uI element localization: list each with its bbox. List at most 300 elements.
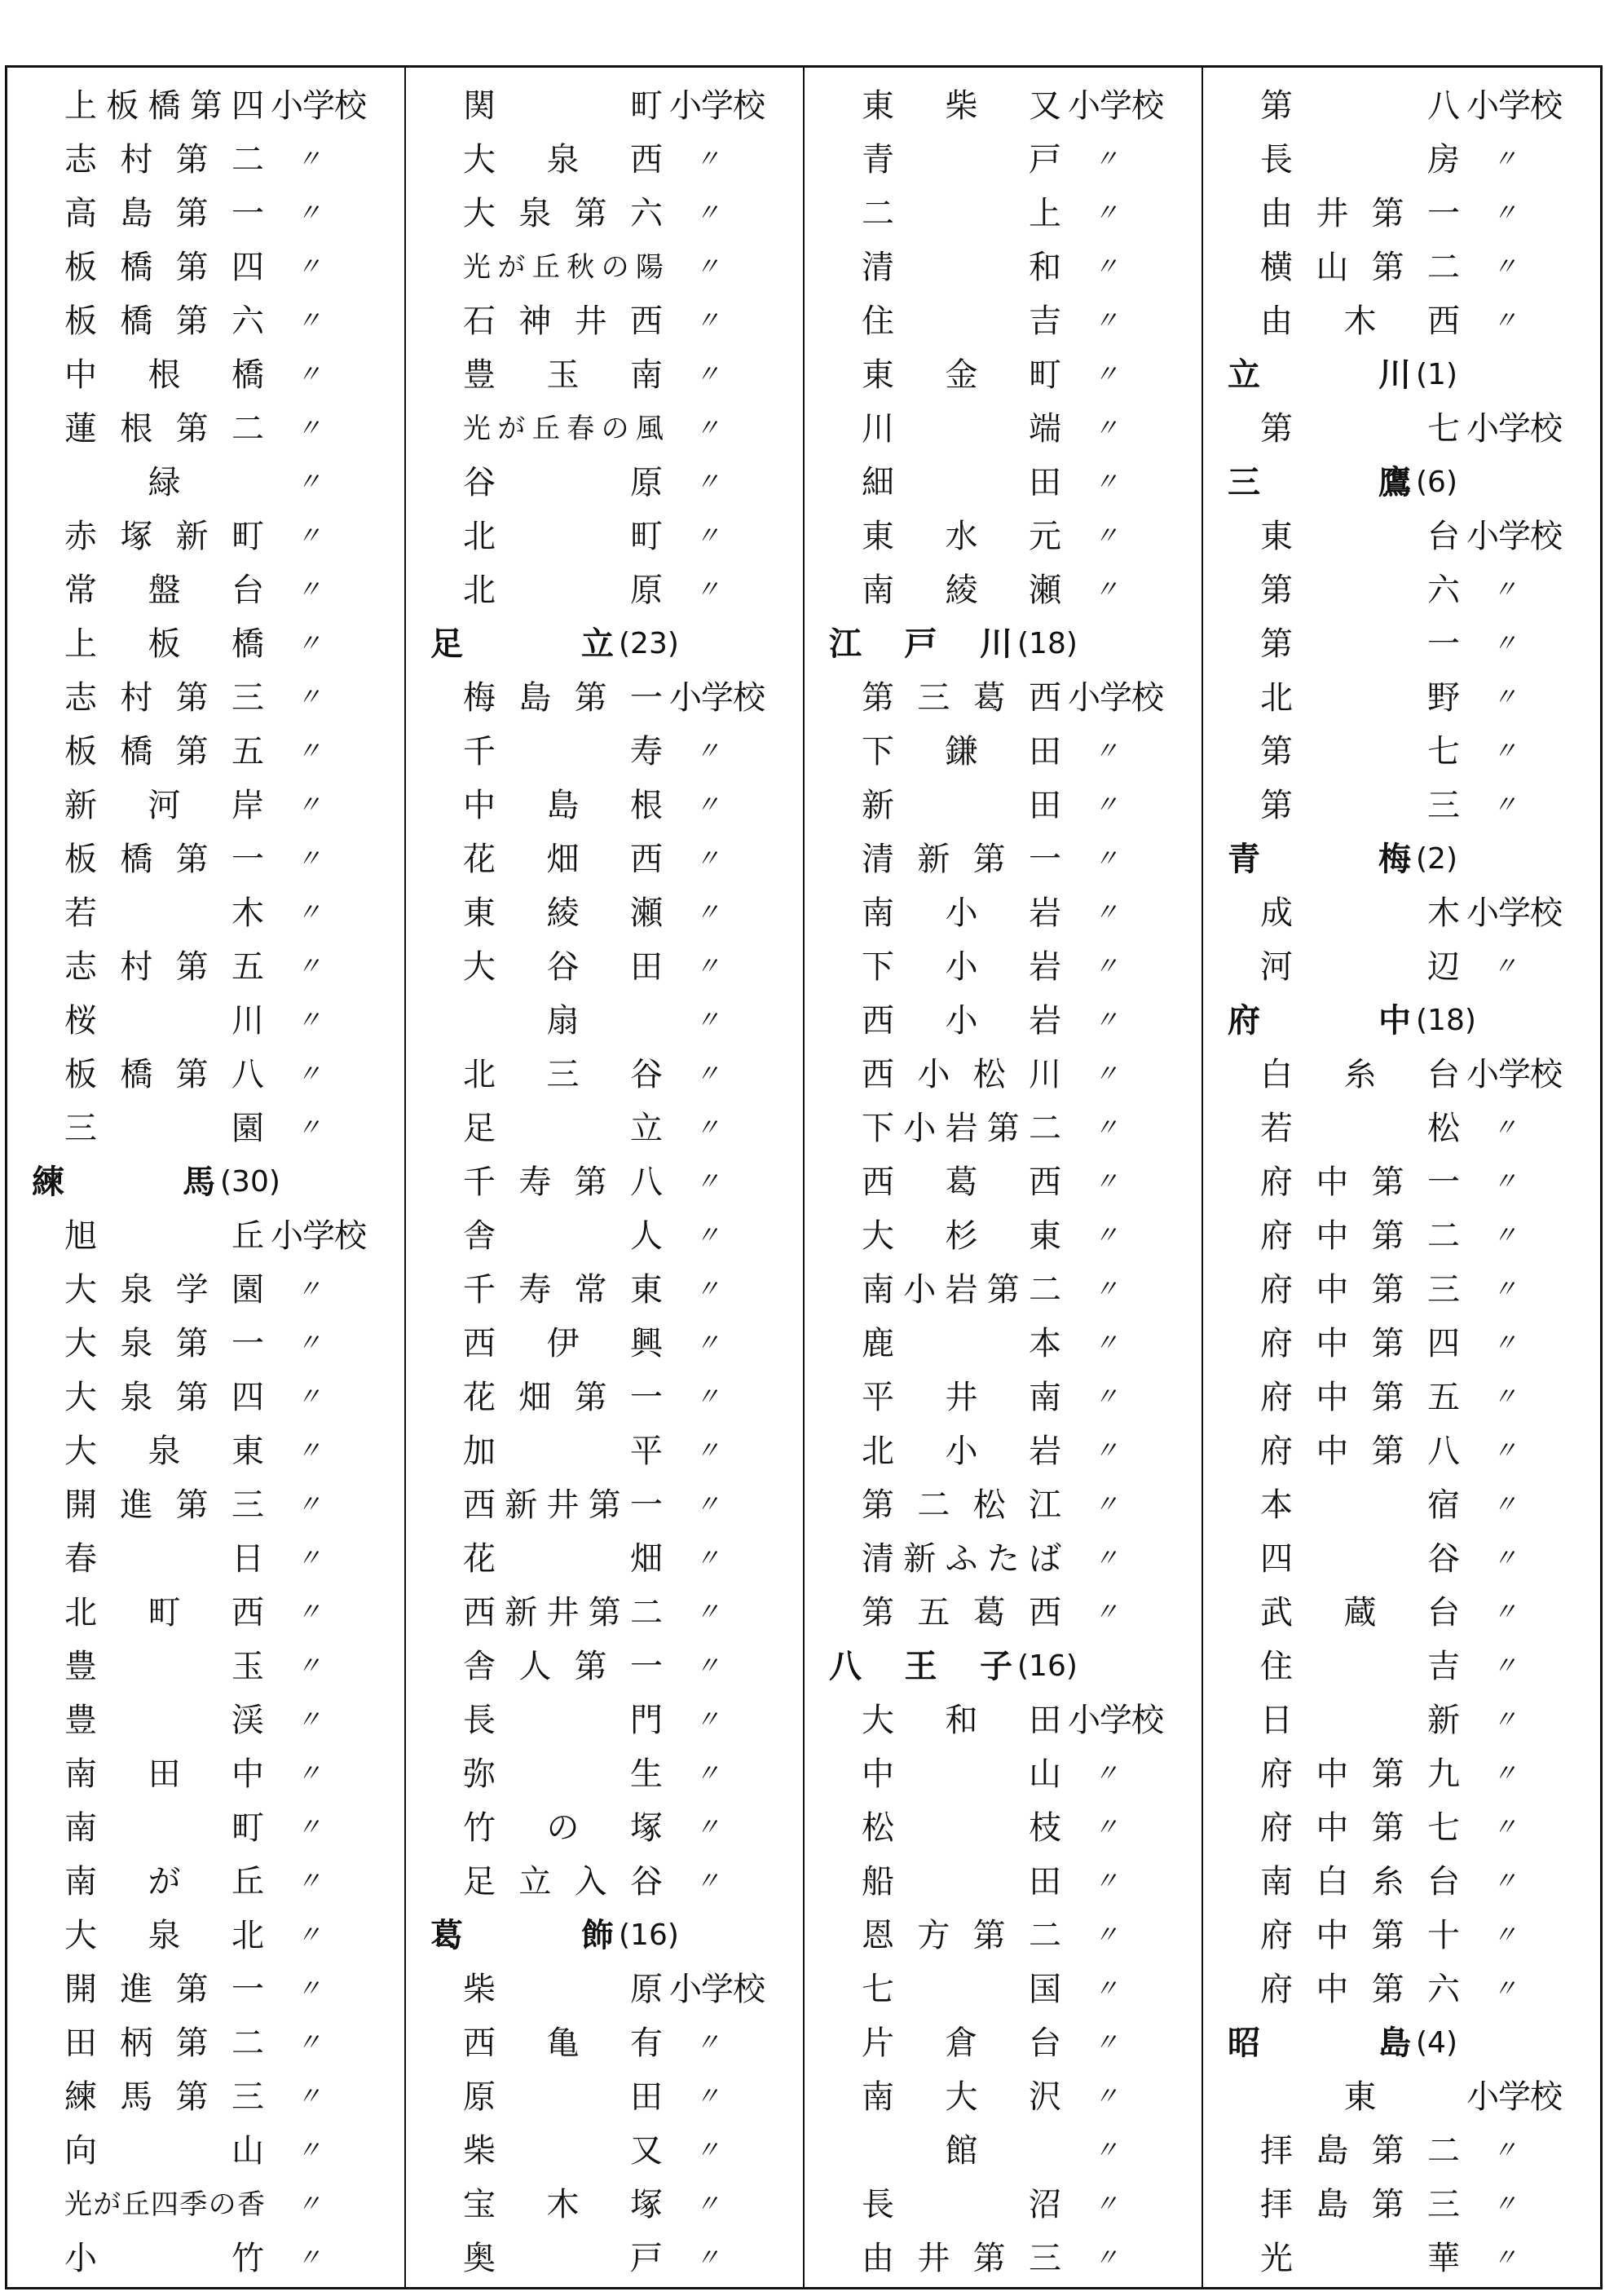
school-name: 第八 <box>1260 87 1460 125</box>
ditto-mark: 〃 <box>297 360 321 389</box>
school-name: 第五葛西 <box>862 1594 1061 1631</box>
ditto-mark: 〃 <box>1094 2244 1118 2272</box>
school-row <box>1203 1209 1600 1263</box>
district-count: (4) <box>1416 2026 1457 2060</box>
ditto-mark: 〃 <box>695 737 720 766</box>
school-row <box>7 725 404 779</box>
school-name: 南田中 <box>64 1755 264 1793</box>
school-row <box>805 1102 1202 1155</box>
school-row <box>7 2070 404 2124</box>
school-row <box>1203 1102 1600 1155</box>
school-row <box>7 402 404 456</box>
ditto-mark: 〃 <box>695 2136 720 2165</box>
school-row <box>406 1640 803 1693</box>
school-name: 大泉西 <box>463 141 663 179</box>
ditto-mark: 〃 <box>1493 199 1517 227</box>
ditto-mark: 〃 <box>695 522 720 550</box>
school-row <box>7 133 404 187</box>
district-header <box>1203 456 1600 510</box>
school-name: 志村第二 <box>64 141 264 179</box>
school-row <box>805 1855 1202 1909</box>
school-row <box>805 1371 1202 1424</box>
school-row <box>805 2124 1202 2178</box>
school-name: 谷原 <box>463 464 663 501</box>
school-row <box>805 1586 1202 1640</box>
school-name: 千寿 <box>463 733 663 770</box>
school-row <box>406 886 803 940</box>
school-row <box>7 1263 404 1317</box>
district-header <box>7 1155 404 1209</box>
school-row <box>406 1102 803 1155</box>
school-row <box>1203 779 1600 832</box>
school-row <box>7 1693 404 1747</box>
school-row <box>406 1155 803 1209</box>
school-name: 平井南 <box>862 1379 1061 1416</box>
school-name: 下小岩 <box>862 948 1061 986</box>
ditto-mark: 〃 <box>1094 360 1118 389</box>
school-name: 恩方第二 <box>862 1917 1061 1954</box>
school-name: 若松 <box>1260 1110 1460 1147</box>
school-name: 東水元 <box>862 518 1061 555</box>
school-name: 船田 <box>862 1863 1061 1901</box>
ditto-mark: 〃 <box>297 1437 321 1465</box>
ditto-mark: 〃 <box>1094 253 1118 281</box>
school-name: 上板橋第四 <box>64 87 264 125</box>
school-name: 大泉第一 <box>64 1325 264 1362</box>
school-row <box>1203 2070 1600 2124</box>
ditto-mark: 〃 <box>1094 1867 1118 1896</box>
school-name: 下小岩第二 <box>862 1110 1061 1147</box>
school-row <box>7 1963 404 2016</box>
column-4 <box>1203 68 1600 2287</box>
school-name: 白糸台 <box>1260 1056 1460 1093</box>
ditto-mark: 〃 <box>297 1544 321 1573</box>
school-row <box>406 1371 803 1424</box>
school-row <box>1203 563 1600 617</box>
ditto-mark: 〃 <box>1094 1760 1118 1788</box>
school-name: 東台 <box>1260 518 1460 555</box>
school-row <box>406 940 803 994</box>
ditto-mark: 〃 <box>1094 576 1118 604</box>
ditto-mark: 〃 <box>695 899 720 927</box>
ditto-mark: 〃 <box>695 1706 720 1734</box>
ditto-mark: 〃 <box>1094 2082 1118 2111</box>
school-row <box>406 402 803 456</box>
ditto-mark: 〃 <box>297 1706 321 1734</box>
school-name: 青戸 <box>862 141 1061 179</box>
school-name: 関町 <box>463 87 663 125</box>
school-name: 住吉 <box>862 302 1061 340</box>
school-name: 府中第六 <box>1260 1971 1460 2008</box>
ditto-mark: 〃 <box>1493 1975 1517 2003</box>
school-name: 南が丘 <box>64 1863 264 1901</box>
ditto-mark: 〃 <box>695 360 720 389</box>
ditto-mark: 〃 <box>1493 145 1517 174</box>
school-row <box>406 1478 803 1532</box>
school-row <box>406 2178 803 2232</box>
school-name: 館 <box>945 2132 978 2170</box>
ditto-mark: 〃 <box>695 1168 720 1196</box>
school-name: 府中第二 <box>1260 1217 1460 1255</box>
school-name: 清和 <box>862 249 1061 286</box>
ditto-mark: 〃 <box>695 1544 720 1573</box>
ditto-mark: 〃 <box>1493 1437 1517 1465</box>
school-row <box>7 2124 404 2178</box>
school-suffix: 小学校 <box>1068 87 1163 125</box>
ditto-mark: 〃 <box>695 2029 720 2057</box>
ditto-mark: 〃 <box>695 791 720 819</box>
ditto-mark: 〃 <box>297 845 321 873</box>
ditto-mark: 〃 <box>695 199 720 227</box>
school-name: 大泉東 <box>64 1433 264 1470</box>
school-name: 住吉 <box>1260 1648 1460 1685</box>
school-row <box>805 510 1202 563</box>
school-suffix: 小学校 <box>669 87 765 125</box>
school-name: 由木西 <box>1260 302 1460 340</box>
ditto-mark: 〃 <box>297 2244 321 2272</box>
school-name: 二上 <box>862 195 1061 232</box>
school-row <box>805 241 1202 294</box>
school-row <box>805 1263 1202 1317</box>
school-row <box>805 2016 1202 2070</box>
school-name: 由井第一 <box>1260 195 1460 232</box>
school-row <box>805 1209 1202 1263</box>
district-count: (1) <box>1416 358 1457 391</box>
ditto-mark: 〃 <box>1493 791 1517 819</box>
school-row <box>406 1747 803 1801</box>
school-name: 大泉学園 <box>64 1271 264 1309</box>
school-name: 府中第七 <box>1260 1809 1460 1847</box>
ditto-mark: 〃 <box>695 1760 720 1788</box>
district-name: 葛飾 <box>430 1917 614 1954</box>
school-suffix: 小学校 <box>271 1217 366 1255</box>
school-row <box>406 510 803 563</box>
school-name: 開進第三 <box>64 1486 264 1524</box>
school-name: 赤塚新町 <box>64 518 264 555</box>
school-name: 中根橋 <box>64 356 264 394</box>
school-name: 本宿 <box>1260 1486 1460 1524</box>
school-name: 南白糸台 <box>1260 1863 1460 1901</box>
ditto-mark: 〃 <box>695 1329 720 1358</box>
school-row <box>805 886 1202 940</box>
district-header <box>1203 832 1600 886</box>
ditto-mark: 〃 <box>1094 2029 1118 2057</box>
school-row <box>7 1640 404 1693</box>
ditto-mark: 〃 <box>695 1490 720 1519</box>
column-1 <box>7 68 406 2287</box>
district-header <box>406 617 803 671</box>
ditto-mark: 〃 <box>1094 414 1118 443</box>
school-row <box>406 133 803 187</box>
school-name: 旭丘 <box>64 1217 264 1255</box>
school-row <box>805 779 1202 832</box>
school-name: 小竹 <box>64 2240 264 2277</box>
school-name: 長房 <box>1260 141 1460 179</box>
school-name: 川端 <box>862 410 1061 448</box>
district-header <box>1203 994 1600 1048</box>
district-name: 足立 <box>430 625 614 663</box>
school-name: 光が丘四季の香 <box>64 2188 264 2221</box>
ditto-mark: 〃 <box>297 1060 321 1088</box>
school-row <box>406 779 803 832</box>
school-row <box>7 1586 404 1640</box>
ditto-mark: 〃 <box>695 1383 720 1411</box>
school-row <box>7 779 404 832</box>
ditto-mark: 〃 <box>297 952 321 981</box>
school-row <box>1203 1640 1600 1693</box>
ditto-mark: 〃 <box>297 1114 321 1142</box>
school-row <box>7 294 404 348</box>
school-row <box>1203 1155 1600 1209</box>
ditto-mark: 〃 <box>695 414 720 443</box>
school-name: 大泉第六 <box>463 195 663 232</box>
school-name: 舎人 <box>463 1217 663 1255</box>
ditto-mark: 〃 <box>695 1114 720 1142</box>
district-count: (18) <box>1416 1004 1476 1037</box>
school-row <box>805 1532 1202 1586</box>
school-name: 松枝 <box>862 1809 1061 1847</box>
ditto-mark: 〃 <box>1493 1867 1517 1896</box>
school-name: 長沼 <box>862 2186 1061 2223</box>
school-name: 光華 <box>1260 2240 1460 2277</box>
school-suffix: 小学校 <box>1466 518 1562 555</box>
ditto-mark: 〃 <box>695 1275 720 1304</box>
ditto-mark: 〃 <box>297 2029 321 2057</box>
school-name: 横山第二 <box>1260 249 1460 286</box>
ditto-mark: 〃 <box>297 1652 321 1680</box>
school-row <box>406 1963 803 2016</box>
ditto-mark: 〃 <box>1094 1275 1118 1304</box>
school-name: 豊玉 <box>64 1648 264 1685</box>
school-row <box>406 1048 803 1102</box>
school-row <box>1203 2232 1600 2285</box>
school-name: 西葛西 <box>862 1163 1061 1201</box>
school-row <box>7 1747 404 1801</box>
school-name: 上板橋 <box>64 625 264 663</box>
school-suffix: 小学校 <box>1466 894 1562 932</box>
ditto-mark: 〃 <box>297 468 321 497</box>
ditto-mark: 〃 <box>297 1813 321 1842</box>
ditto-mark: 〃 <box>297 307 321 335</box>
school-row <box>7 2232 404 2285</box>
school-name: 北町西 <box>64 1594 264 1631</box>
school-name: 春日 <box>64 1540 264 1578</box>
school-name: 府中第一 <box>1260 1163 1460 1201</box>
school-name: 第七 <box>1260 410 1460 448</box>
school-name: 下鎌田 <box>862 733 1061 770</box>
school-row <box>406 1209 803 1263</box>
school-row <box>406 1263 803 1317</box>
column-2 <box>406 68 805 2287</box>
school-name: 大和田 <box>862 1702 1061 1739</box>
school-row <box>1203 1048 1600 1102</box>
school-name: 北原 <box>463 572 663 609</box>
school-name: 府中第八 <box>1260 1433 1460 1470</box>
school-suffix: 小学校 <box>271 87 366 125</box>
school-name: 田柄第二 <box>64 2024 264 2062</box>
ditto-mark: 〃 <box>1493 1544 1517 1573</box>
school-name: 加平 <box>463 1433 663 1470</box>
school-row <box>805 1693 1202 1747</box>
ditto-mark: 〃 <box>1094 1598 1118 1627</box>
school-row <box>805 1155 1202 1209</box>
school-row <box>1203 725 1600 779</box>
school-name: 第三 <box>1260 787 1460 824</box>
ditto-mark: 〃 <box>297 737 321 766</box>
column-3 <box>805 68 1203 2287</box>
ditto-mark: 〃 <box>297 1867 321 1896</box>
ditto-mark: 〃 <box>297 2082 321 2111</box>
ditto-mark: 〃 <box>1493 1921 1517 1949</box>
ditto-mark: 〃 <box>1493 1598 1517 1627</box>
school-row <box>1203 1424 1600 1478</box>
ditto-mark: 〃 <box>1094 1221 1118 1250</box>
school-row <box>1203 2178 1600 2232</box>
school-suffix: 小学校 <box>1466 1056 1562 1093</box>
school-name: 南小岩第二 <box>862 1271 1061 1309</box>
ditto-mark: 〃 <box>1094 899 1118 927</box>
ditto-mark: 〃 <box>695 145 720 174</box>
school-name: 石神井西 <box>463 302 663 340</box>
ditto-mark: 〃 <box>297 522 321 550</box>
school-name: 西新井第二 <box>463 1594 663 1631</box>
school-row <box>406 2124 803 2178</box>
school-row <box>7 510 404 563</box>
school-row <box>406 725 803 779</box>
school-name: 豊渓 <box>64 1702 264 1739</box>
district-name: 三鷹 <box>1228 464 1411 501</box>
school-row <box>7 563 404 617</box>
school-row <box>406 1317 803 1371</box>
ditto-mark: 〃 <box>1493 952 1517 981</box>
ditto-mark: 〃 <box>695 1652 720 1680</box>
school-name: 若木 <box>64 894 264 932</box>
school-row <box>7 187 404 241</box>
ditto-mark: 〃 <box>1493 1275 1517 1304</box>
school-row <box>406 832 803 886</box>
ditto-mark: 〃 <box>297 199 321 227</box>
school-name: 梅島第一 <box>463 679 663 717</box>
school-row <box>805 1424 1202 1478</box>
school-row <box>7 1424 404 1478</box>
district-name: 青梅 <box>1228 841 1411 878</box>
district-count: (2) <box>1416 842 1457 876</box>
school-name: 河辺 <box>1260 948 1460 986</box>
school-name: 鹿本 <box>862 1325 1061 1362</box>
ditto-mark: 〃 <box>297 2136 321 2165</box>
school-name: 板橋第一 <box>64 841 264 878</box>
school-name: 志村第三 <box>64 679 264 717</box>
ditto-mark: 〃 <box>1493 2190 1517 2219</box>
ditto-mark: 〃 <box>1094 1813 1118 1842</box>
ditto-mark: 〃 <box>1094 1383 1118 1411</box>
ditto-mark: 〃 <box>297 1760 321 1788</box>
school-name: 南大沢 <box>862 2078 1061 2116</box>
district-name: 立川 <box>1228 356 1411 394</box>
ditto-mark: 〃 <box>1094 522 1118 550</box>
school-row <box>7 241 404 294</box>
district-name: 練馬 <box>32 1163 215 1201</box>
ditto-mark: 〃 <box>297 1921 321 1949</box>
ditto-mark: 〃 <box>1094 791 1118 819</box>
ditto-mark: 〃 <box>695 253 720 281</box>
school-row <box>406 671 803 725</box>
ditto-mark: 〃 <box>297 899 321 927</box>
school-name: 東 <box>1343 2078 1377 2116</box>
ditto-mark: 〃 <box>297 1329 321 1358</box>
ditto-mark: 〃 <box>297 1490 321 1519</box>
school-suffix: 小学校 <box>1068 1702 1163 1739</box>
school-row <box>1203 1371 1600 1424</box>
school-row <box>1203 1963 1600 2016</box>
school-name: 扇 <box>546 1002 580 1040</box>
ditto-mark: 〃 <box>1094 2190 1118 2219</box>
school-row <box>1203 940 1600 994</box>
school-row <box>406 994 803 1048</box>
school-name: 西小岩 <box>862 1002 1061 1040</box>
school-row <box>406 2016 803 2070</box>
school-name: 府中第九 <box>1260 1755 1460 1793</box>
ditto-mark: 〃 <box>1094 145 1118 174</box>
ditto-mark: 〃 <box>1094 199 1118 227</box>
district-header <box>805 1640 1202 1693</box>
school-name: 中山 <box>862 1755 1061 1793</box>
school-name: 南綾瀬 <box>862 572 1061 609</box>
school-row <box>406 563 803 617</box>
school-row <box>1203 886 1600 940</box>
school-name: 長門 <box>463 1702 663 1739</box>
school-name: 西小松川 <box>862 1056 1061 1093</box>
school-row <box>805 2070 1202 2124</box>
ditto-mark: 〃 <box>695 468 720 497</box>
school-name: 拝島第二 <box>1260 2132 1460 2170</box>
school-row <box>1203 2124 1600 2178</box>
school-name: 志村第五 <box>64 948 264 986</box>
school-row <box>805 348 1202 402</box>
school-name: 緑 <box>148 464 181 501</box>
school-name: 清新第一 <box>862 841 1061 878</box>
school-name: 日新 <box>1260 1702 1460 1739</box>
school-name: 板橋第五 <box>64 733 264 770</box>
school-row <box>1203 133 1600 187</box>
ditto-mark: 〃 <box>1094 1060 1118 1088</box>
ditto-mark: 〃 <box>1094 468 1118 497</box>
school-row <box>805 2232 1202 2285</box>
district-count: (30) <box>220 1165 280 1199</box>
school-name: 大谷田 <box>463 948 663 986</box>
ditto-mark: 〃 <box>297 1598 321 1627</box>
school-name: 第三葛西 <box>862 679 1061 717</box>
school-row <box>7 1478 404 1532</box>
school-row <box>805 402 1202 456</box>
school-row <box>805 79 1202 133</box>
school-row <box>406 1801 803 1855</box>
ditto-mark: 〃 <box>1094 307 1118 335</box>
district-count: (23) <box>619 627 679 660</box>
school-row <box>7 940 404 994</box>
ditto-mark: 〃 <box>297 414 321 443</box>
school-row <box>805 294 1202 348</box>
ditto-mark: 〃 <box>695 1221 720 1250</box>
school-row <box>1203 294 1600 348</box>
school-row <box>1203 1693 1600 1747</box>
ditto-mark: 〃 <box>1493 1168 1517 1196</box>
school-row <box>1203 1855 1600 1909</box>
ditto-mark: 〃 <box>1493 1813 1517 1842</box>
school-name: 奥戸 <box>463 2240 663 2277</box>
school-row <box>7 1317 404 1371</box>
ditto-mark: 〃 <box>695 1867 720 1896</box>
